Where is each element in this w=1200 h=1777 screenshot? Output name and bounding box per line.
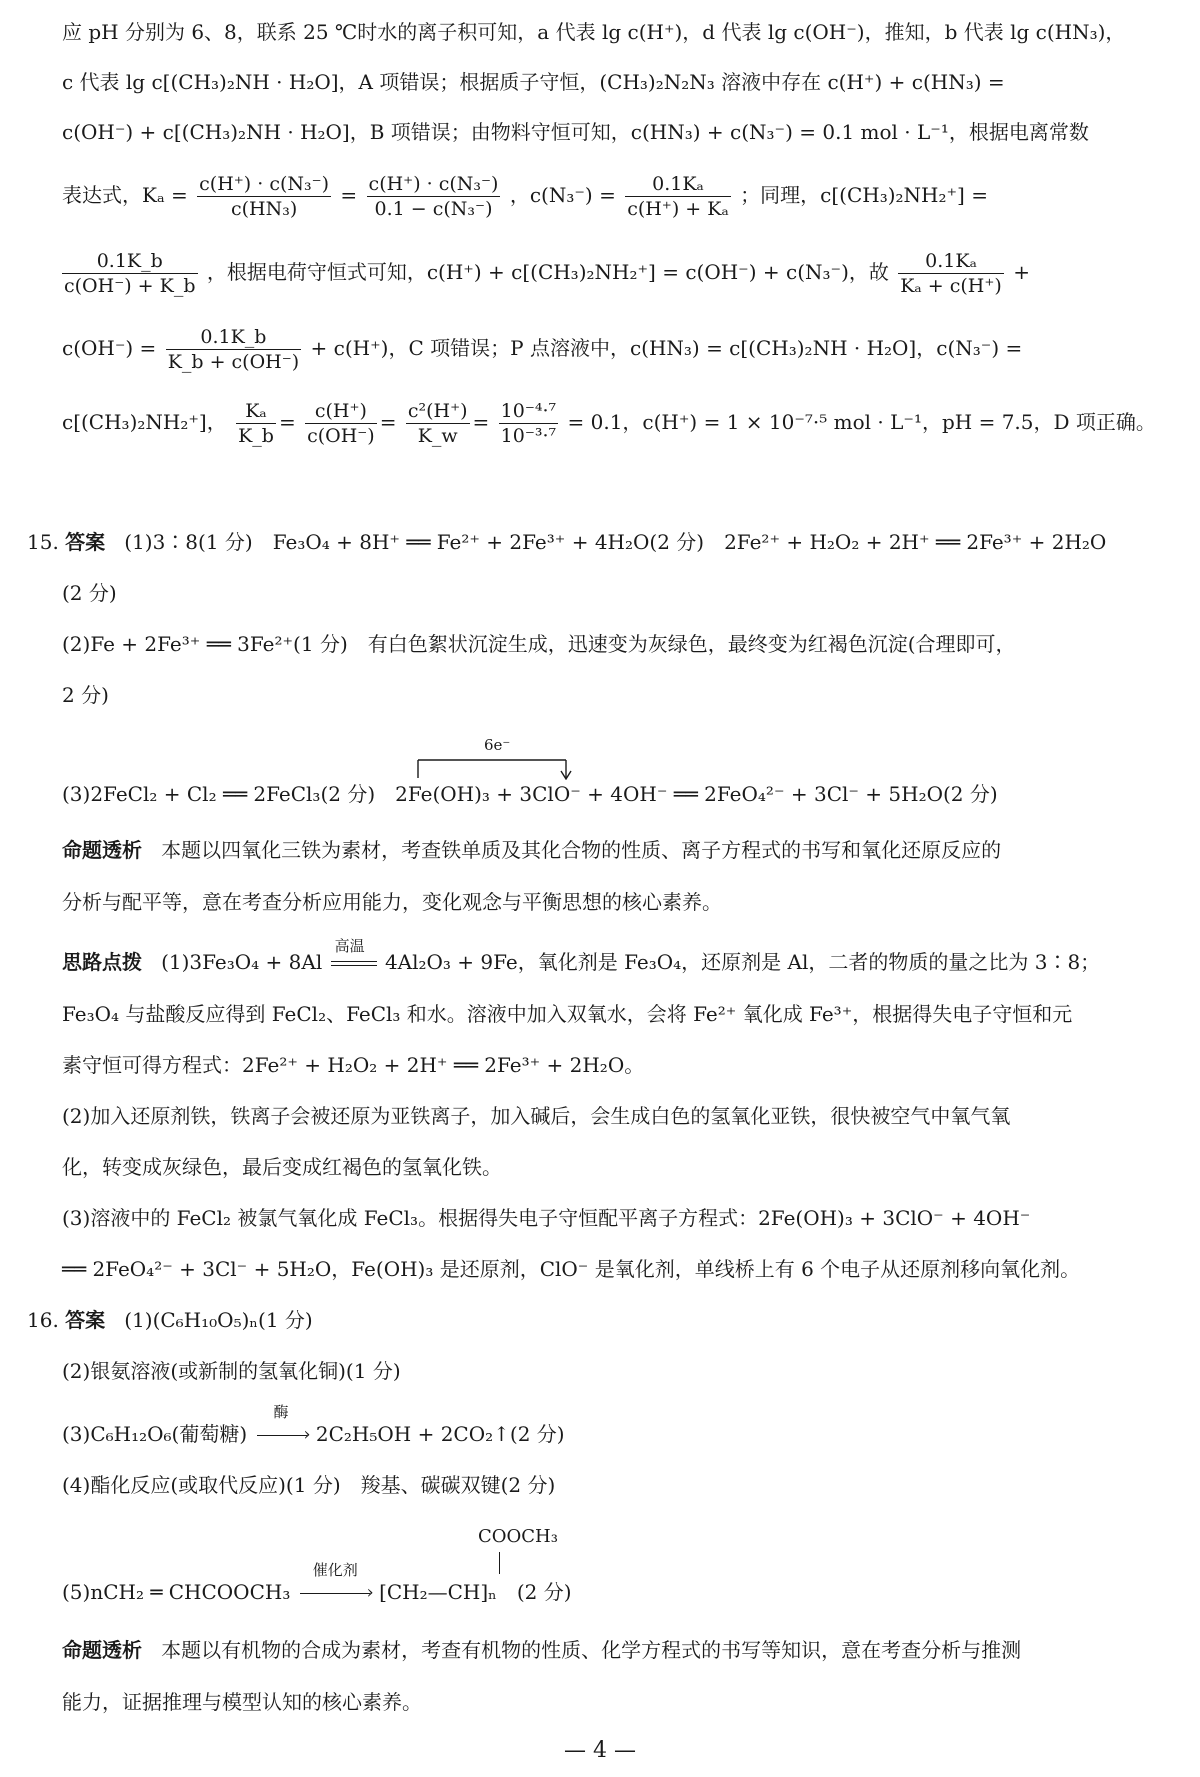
fraction: $\frac{\text{c(H⁺) · c(N₃⁻)}}{\text{0.1 − c(N₃⁻)}}$ (368, 173, 499, 220)
q15-analysis-line-1 (62, 836, 1182, 864)
q16-answer-line-5 (62, 1561, 1182, 1606)
text: c[(CH₃)₂NH₂⁺]， (62, 410, 227, 434)
text: ，根据电荷守恒式可知，c(H⁺) + c[(CH₃)₂NH₂⁺] = c(OH⁻) + c(N₃⁻)，故 (206, 260, 889, 284)
electron-count: 6e⁻ (484, 736, 511, 754)
question-number: 15. (27, 530, 59, 554)
q14-line-4 (62, 165, 1182, 225)
analysis-label: 命题透析 (62, 838, 142, 862)
q16-answer-line-4: (4)酯化反应(或取代反应)(1 分) 羧基、碳碳双键(2 分) (62, 1473, 556, 1497)
answer-text: [CH₂—CH]ₙ (2 分) (379, 1580, 572, 1604)
fraction: $\frac{\text{0.1Kₐ}}{\text{c(H⁺) + Kₐ}}$ (627, 173, 729, 220)
question-number: 16. (27, 1308, 59, 1332)
text: + c(H⁺)，C 项错误；P 点溶液中，c(HN₃) = c[(CH₃)₂NH · H₂O]，c(N₃⁻) = (310, 336, 1023, 360)
text: ，c(N₃⁻) = (509, 183, 616, 207)
answer-text: (1)3∶8(1 分) Fe₃O₄ + 8H⁺ ══ Fe²⁺ + 2Fe³⁺ + 4H₂O(2 分) 2Fe²⁺ + H₂O₂ + 2H⁺ ══ 2Fe³⁺ + 2H₂O (124, 530, 1107, 554)
q16-answer-line-2: (2)银氨溶液(或新制的氢氧化铜)(1 分) (62, 1359, 401, 1383)
answer-text: (3)C₆H₁₂O₆(葡萄糖) (62, 1422, 248, 1446)
q16-analysis-line-2: 能力，证据推理与模型认知的核心素养。 (62, 1690, 422, 1714)
fraction: $\frac{\text{Kₐ}}{K\_b}$ (238, 400, 274, 447)
hint-text: (1)3Fe₃O₄ + 8Al (161, 950, 323, 974)
answer-text: (1)(C₆H₁₀O₅)ₙ(1 分) (124, 1308, 313, 1332)
q15-hint-line-1 (62, 937, 1182, 976)
page-number: — 4 — (564, 1738, 636, 1763)
text: = 0.1，c(H⁺) = 1 × 10⁻⁷·⁵ mol · L⁻¹，pH = 7.5，D 项正确。 (567, 410, 1156, 434)
q14-line-2: c 代表 lg c[(CH₃)₂NH · H₂O]，A 项错误；根据质子守恒，(CH₃)₂N₂N₃ 溶液中存在 c(H⁺) + c(HN₃) = (62, 70, 1005, 94)
q14-line-6 (62, 318, 1182, 378)
reaction-condition: 酶 › (254, 1420, 310, 1448)
branch-group: COOCH₃ (478, 1526, 558, 1547)
hint-text: 4Al₂O₃ + 9Fe，氧化剂是 Fe₃O₄，还原剂是 Al，二者的物质的量之比为 3∶8； (384, 950, 1101, 974)
answer-label: 答案 (65, 1308, 106, 1332)
q15-answer-line-1b: (2 分) (62, 581, 117, 605)
q15-answer-line-1 (27, 528, 1182, 556)
text: + (1013, 260, 1030, 284)
fraction: $\frac{\text{0.1Kₐ}}{\text{Kₐ + c(H⁺)}}$ (900, 250, 1002, 297)
text: 表达式，Kₐ = (62, 183, 188, 207)
q14-line-1: 应 pH 分别为 6、8，联系 25 ℃时水的离子积可知，a 代表 lg c(H⁺)，d 代表 lg c(OH⁻)，推知，b 代表 lg c(HN₃)， (62, 20, 1126, 44)
fraction: $\frac{0.1K\_b}{c(OH^-) + K\_b}$ (64, 250, 196, 297)
hint-label: 思路点拨 (62, 950, 142, 974)
reaction-condition: 催化剂 › (297, 1578, 373, 1606)
fraction: $\frac{c(H^+)}{c(OH^-)}$ (307, 400, 375, 447)
answer-text: 2C₂H₅OH + 2CO₂↑(2 分) (315, 1422, 565, 1446)
text: c(OH⁻) = (62, 336, 157, 360)
q15-hint-line-4: (2)加入还原剂铁，铁离子会被还原为亚铁离子，加入碱后，会生成白色的氢氧化亚铁，很快被空气中氧气氧 (62, 1104, 1011, 1128)
q15-hint-line-3: 素守恒可得方程式：2Fe²⁺ + H₂O₂ + 2H⁺ ══ 2Fe³⁺ + 2H₂O。 (62, 1053, 645, 1077)
fraction: $\frac{\text{c²(H⁺)}}{K\_w}$ (407, 400, 468, 447)
text: = (340, 183, 358, 207)
q16-analysis-line-1 (62, 1636, 1182, 1664)
answer-text: (5)nCH₂ ═ CHCOOCH₃ (62, 1580, 291, 1604)
answer-label: 答案 (65, 530, 106, 554)
text: ；同理，c[(CH₃)₂NH₂⁺] = (740, 183, 988, 207)
fraction: $\frac{0.1K\_b}{K\_b + c(OH^-)}$ (167, 326, 300, 373)
fraction: $\frac{\text{c(H⁺) · c(N₃⁻)}}{\text{c(HN₃)}}$ (199, 173, 330, 220)
q15-hint-line-6: (3)溶液中的 FeCl₂ 被氯气氧化成 FeCl₃。根据得失电子守恒配平离子方程式：2Fe(OH)₃ + 3ClO⁻ + 4OH⁻ (62, 1206, 1031, 1230)
fraction: $\frac{\text{10⁻⁴·⁷}}{\text{10⁻³·⁷}}$ (500, 400, 557, 447)
q15-hint-line-7: ══ 2FeO₄²⁻ + 3Cl⁻ + 5H₂O，Fe(OH)₃ 是还原剂，ClO⁻ 是氧化剂，单线桥上有 6 个电子从还原剂移向氧化剂。 (62, 1257, 1081, 1281)
q15-hint-line-2: Fe₃O₄ 与盐酸反应得到 FeCl₂、FeCl₃ 和水。溶液中加入双氧水，会将 Fe²⁺ 氧化成 Fe³⁺，根据得失电子守恒和元 (62, 1002, 1073, 1026)
reaction-condition: 高温 (329, 948, 379, 976)
q16-answer-line-3 (62, 1403, 1182, 1448)
q14-line-7: c[(CH₃)₂NH₂⁺]， $\frac{\text{Kₐ}}{K\_b}$ = $\frac{c(H^+)}{c(OH^-)}$ = $\frac{\text{c²(H⁺)}}{K\_w}$ = $\frac{\text{10⁻⁴·⁷}}{\text{10⁻³·⁷}}$ = 0.1，c(H⁺) = 1 × 10⁻⁷·⁵ mol · L⁻¹，pH = 7.5，D 项正确。 (62, 400, 1156, 447)
q15-answer-line-2b: 2 分) (62, 683, 109, 707)
branch-bond (499, 1552, 500, 1574)
q15-answer-line-3: (3)2FeCl₂ + Cl₂ ══ 2FeCl₃(2 分) 2Fe(OH)₃ + 3ClO⁻ + 4OH⁻ ══ 2FeO₄²⁻ + 3Cl⁻ + 5H₂O(2 分) (62, 782, 998, 806)
q14-line-5 (62, 242, 1182, 302)
analysis-text: 本题以四氧化三铁为素材，考查铁单质及其化合物的性质、离子方程式的书写和氧化还原反应的 (161, 838, 1002, 862)
q14-line-3: c(OH⁻) + c[(CH₃)₂NH · H₂O]，B 项错误；由物料守恒可知，c(HN₃) + c(N₃⁻) = 0.1 mol · L⁻¹，根据电离常数 (62, 120, 1089, 144)
q16-answer-line-1 (27, 1306, 1182, 1334)
q15-answer-line-2: (2)Fe + 2Fe³⁺ ══ 3Fe²⁺(1 分) 有白色絮状沉淀生成，迅速变为灰绿色，最终变为红褐色沉淀(合理即可， (62, 632, 1016, 656)
q15-hint-line-5: 化，转变成灰绿色，最后变成红褐色的氢氧化铁。 (62, 1155, 502, 1179)
analysis-label: 命题透析 (62, 1638, 142, 1662)
analysis-text: 本题以有机物的合成为素材，考查有机物的性质、化学方程式的书写等知识，意在考查分析与推测 (161, 1638, 1022, 1662)
q15-analysis-line-2: 分析与配平等，意在考查分析应用能力，变化观念与平衡思想的核心素养。 (62, 890, 722, 914)
